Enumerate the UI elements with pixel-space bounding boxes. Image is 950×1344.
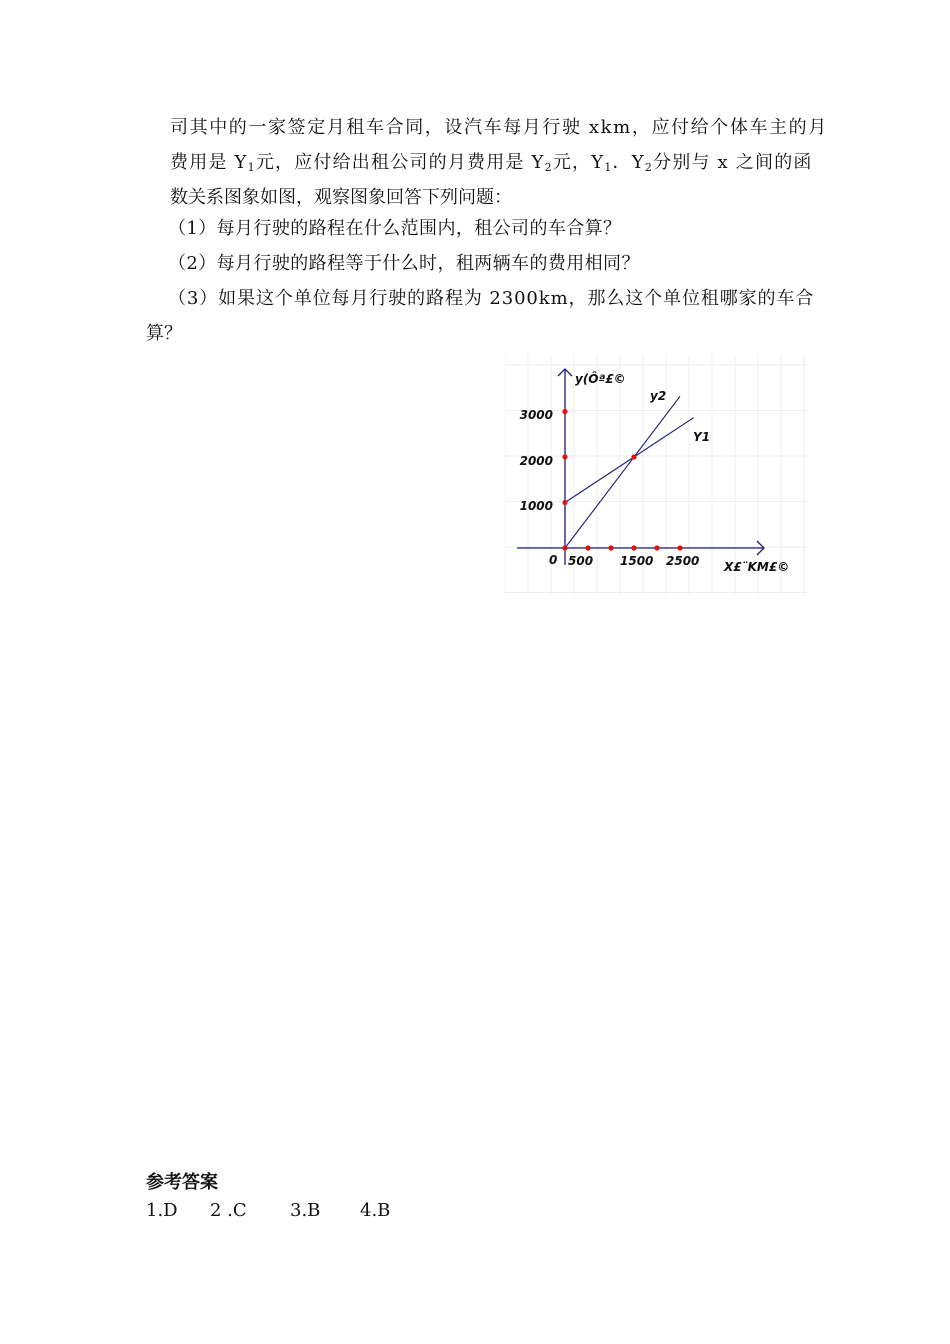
function-graph [505, 355, 807, 595]
question-3-continued: 算？ [146, 323, 182, 344]
y-point-1000 [562, 500, 567, 505]
y-tick-label-2000: 2000 [519, 454, 553, 468]
series-label-y2: y2 [650, 389, 667, 403]
x-point-500 [585, 545, 590, 550]
x-tick-label-500: 500 [568, 554, 594, 568]
y-point-2000 [562, 454, 567, 459]
x-point-0 [562, 545, 567, 550]
answer-title: 参考答案 [146, 1172, 218, 1193]
series-line-y1 [565, 418, 694, 503]
question-2: （2）每月行驶的路程等于什么时，租两辆车的费用相同？ [168, 253, 640, 274]
problem-text-line-1: 司其中的一家签定月租车合同，设汽车每月行驶 xkm，应付给个体车主的月 [170, 117, 828, 138]
x-tick-label-2500: 2500 [666, 554, 700, 568]
y-point-3000 [562, 409, 567, 414]
data-points [562, 409, 682, 551]
answer-1: 1.D [146, 1200, 178, 1221]
answer-4: 4.B [360, 1200, 391, 1221]
x-point-2000 [654, 545, 659, 550]
series-label-y1: Y1 [693, 430, 711, 444]
x-point-1000 [608, 545, 613, 550]
y-tick-label-1000: 1000 [519, 499, 553, 513]
series-lines [565, 396, 694, 548]
y-tick-label-3000: 3000 [519, 408, 553, 422]
problem-text-line-2: 费用是 $Y_1$元，应付给出租公司的月费用是 $Y_2$元，$Y_1$．$Y_2$分别与 x 之间的函 [170, 152, 813, 174]
intersection-point [631, 454, 636, 459]
series-line-y2 [565, 396, 680, 548]
x-tick-label-1500: 1500 [620, 554, 654, 568]
question-3: （3）如果这个单位每月行驶的路程为 2300km，那么这个单位租哪家的车合 [168, 288, 815, 309]
problem-text-line-3: 数关系图象如图，观察图象回答下列问题： [170, 187, 512, 208]
answer-2: 2 .C [210, 1200, 247, 1221]
x-axis-label: X£¨KM£© [724, 560, 790, 574]
y-axis-label: y(Ôª£© [575, 372, 626, 386]
origin-label: 0 [549, 553, 558, 567]
x-point-2500 [677, 545, 682, 550]
x-point-1500 [631, 545, 636, 550]
chart-labels [520, 371, 790, 574]
axes [517, 369, 764, 565]
answer-3: 3.B [290, 1200, 321, 1221]
question-1: （1）每月行驶的路程在什么范围内，租公司的车合算？ [168, 218, 622, 239]
